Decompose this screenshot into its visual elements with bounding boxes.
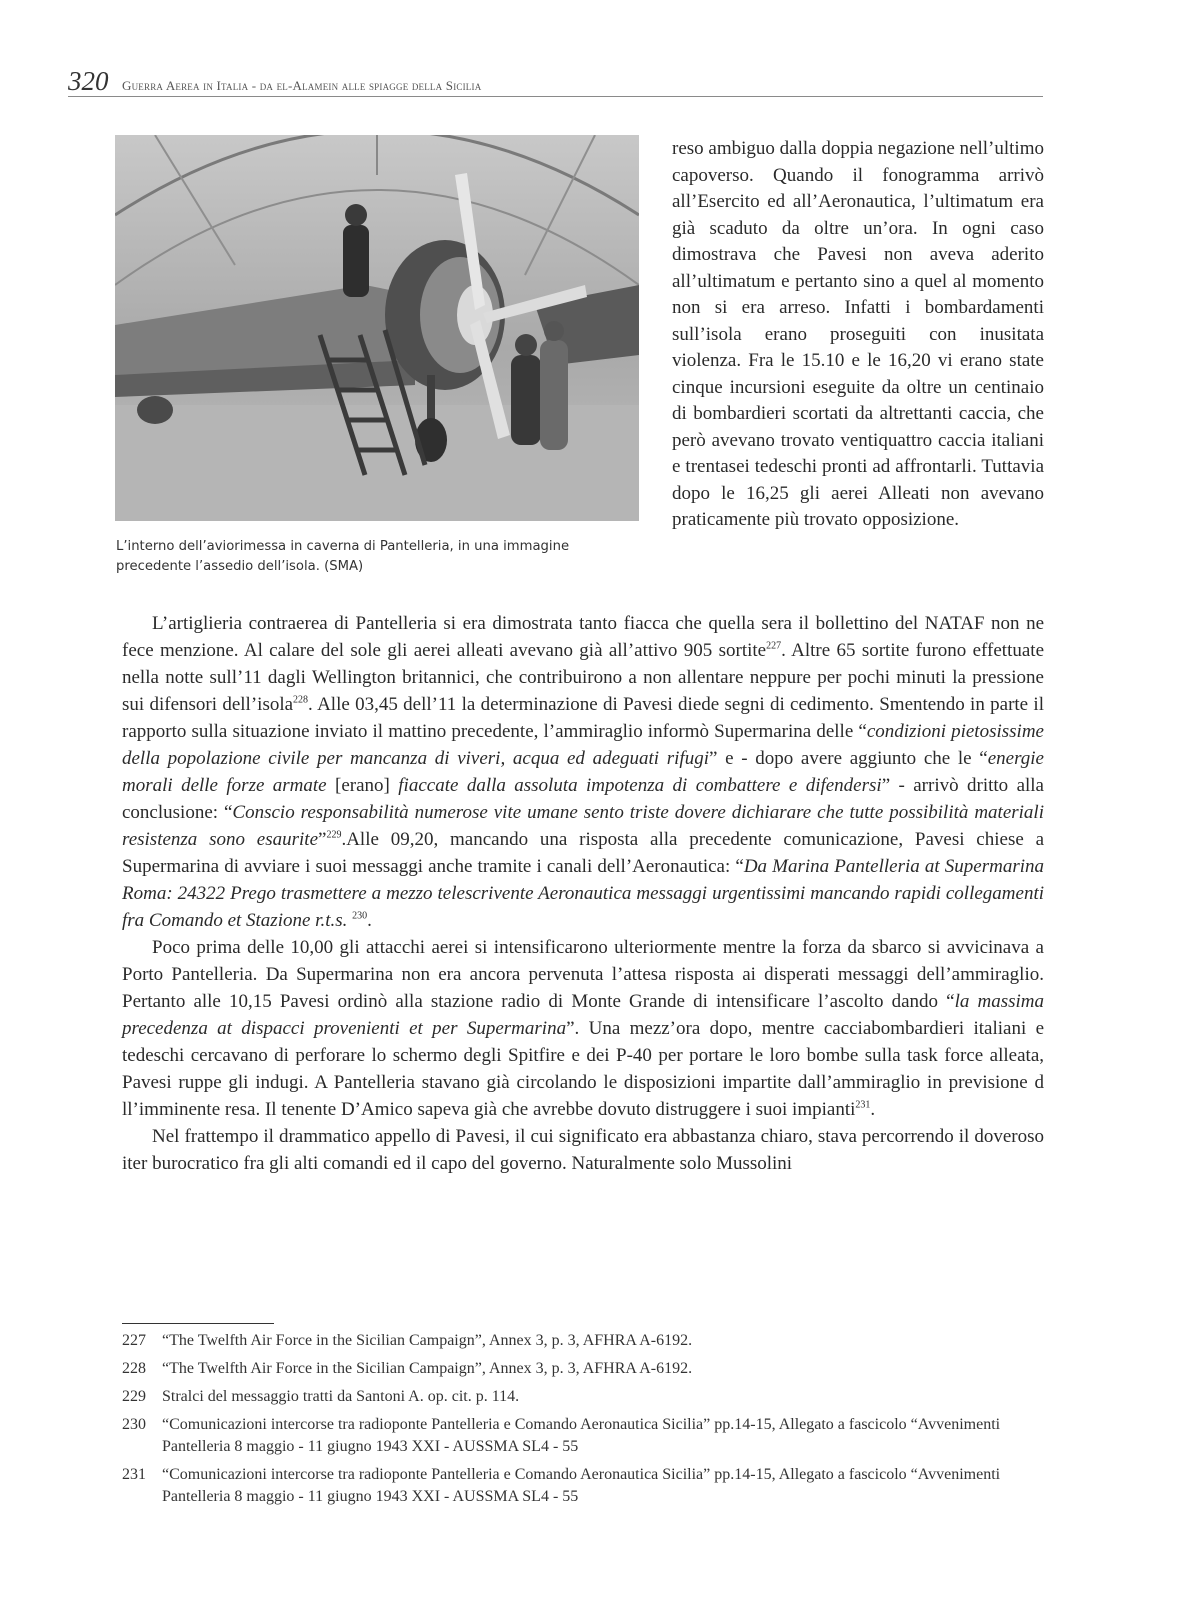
text-run: Poco prima delle 10,00 gli attacchi aerei si intensificarono ulteriormente mentre la forza da sbarco si avvicinava a Porto Pantelleria. Da Supermarina non era ancora pervenuta l’attesa risposta ai disperati messaggi dell’ammiraglio. Pertanto alle 10,15 Pavesi ordinò alla stazione radio di Monte Grande di intensificare l’ascolto dando “	[122, 937, 1044, 1012]
footnote-231	[122, 1464, 1044, 1508]
paragraph-1	[122, 610, 1044, 934]
text-run: [erano]	[326, 775, 399, 796]
text-run: .Alle 09,20, mancando una risposta alla precedente comunicazione, Pavesi chiese a Supermarina di avviare i suoi messaggi anche tramite i canali dell’Aeronautica: “	[122, 829, 1044, 877]
quote-italic: Da Marina Pantelleria at Supermarina Roma: 24322 Prego trasmettere a mezzo telescrivente Aeronautica messaggi urgentissimi mancando rapidi collegamenti fra Comando et Stazione r.t.s.	[122, 856, 1044, 931]
quote-italic: Conscio responsabilità numerose vite umane sento triste dovere dichiarare che tutte possibilità materiali resistenza sono esaurite	[122, 802, 1044, 850]
page-header	[68, 66, 1043, 97]
footnote-228	[122, 1358, 1044, 1380]
footnote-ref-231[interactable]: 231	[855, 1099, 871, 1111]
text-run: ”	[318, 829, 327, 850]
text-run: .	[367, 910, 372, 931]
quote-italic: energie morali delle forze armate	[122, 748, 1044, 796]
footnote-ref-228[interactable]: 228	[293, 694, 309, 706]
footnote-ref-230[interactable]: 230	[352, 910, 368, 922]
text-run: . Altre 65 sortite furono effettuate nella notte sull’11 dagli Wellington britannici, che contribuirono a non allentare neppure per pochi minuti la pressione sui difensori dell’isola	[122, 640, 1045, 715]
footnote-230	[122, 1414, 1044, 1458]
footnote-text: “Comunicazioni intercorse tra radioponte Pantelleria e Comando Aeronautica Sicilia” pp.14-15, Allegato a fascicolo “Avvenimenti Pantelleria 8 maggio - 11 giugno 1943 XXI - AUSSMA SL4 - 55	[162, 1466, 1001, 1505]
footnotes	[122, 1330, 1044, 1514]
hangar-photo-illustration	[115, 135, 639, 521]
text-run: L’artiglieria contraerea di Pantelleria si era dimostrata tanto fiacca che quella sera il bollettino del NATAF non ne fece menzione. Al calare del sole gli aerei alleati avevano già all’attivo 905 sortite	[122, 613, 1044, 661]
quote-italic: fiaccate dalla assoluta impotenza di combattere e difendersi	[398, 775, 882, 796]
side-column-text: reso ambiguo dalla doppia negazione nell’ultimo capoverso. Quando il fonogramma arrivò all’Esercito ed all’Aeronautica, l’ultimatum era già scaduto da oltre un’ora. In ogni caso dimostrava che Pavesi non aveva aderito all’ultimatum e pertanto sino a quel al momento non si era arreso. Infatti i bombardamenti sull’isola erano proseguiti con inusitata violenza. Fra le 15.10 e le 16,20 vi erano state cinque incursioni eseguite da oltre un centinaio di bombardieri scortati da altrettanti caccia, che però avevano trovato ventiquattro caccia italiani e trentasei tedeschi pronti ad affrontarli. Tuttavia dopo le 16,25 gli aerei Alleati non avevano praticamente più trovato opposizione.	[672, 138, 1044, 530]
body-text	[122, 610, 1044, 1177]
footnote-text: “Comunicazioni intercorse tra radioponte Pantelleria e Comando Aeronautica Sicilia” pp.14-15, Allegato a fascicolo “Avvenimenti Pantelleria 8 maggio - 11 giugno 1943 XXI - AUSSMA SL4 - 55	[162, 1416, 1001, 1455]
figure-caption: L’interno dell’aviorimessa in caverna di Pantelleria, in una immagine precedente l’assedio dell’isola. (SMA)	[116, 539, 570, 574]
footnote-number: 227	[122, 1332, 146, 1349]
running-title: Guerra Aerea in Italia - da el-Alamein alle spiagge della Sicilia	[122, 78, 482, 93]
paragraph-3: Nel frattempo il drammatico appello di Pavesi, il cui significato era abbastanza chiaro, stava percorrendo il doveroso iter burocratico fra gli alti comandi ed il capo del governo. Naturalmente solo Mussolini	[122, 1126, 1044, 1174]
footnote-229	[122, 1386, 1044, 1408]
footnote-text: “The Twelfth Air Force in the Sicilian Campaign”, Annex 3, p. 3, AFHRA A-6192.	[162, 1332, 693, 1349]
footnote-text: “The Twelfth Air Force in the Sicilian Campaign”, Annex 3, p. 3, AFHRA A-6192.	[162, 1360, 693, 1377]
footnote-text: Stralci del messaggio tratti da Santoni A. op. cit. p. 114.	[162, 1388, 520, 1405]
footnote-number: 231	[122, 1466, 146, 1483]
footnote-ref-229[interactable]: 229	[326, 829, 342, 841]
footnote-227	[122, 1330, 1044, 1352]
paragraph-2	[122, 934, 1044, 1123]
page-number: 320	[68, 66, 109, 96]
text-run: .	[870, 1099, 876, 1120]
quote-italic: condizioni pietosissime della popolazione civile per mancanza di viveri, acqua ed adeguati rifugi	[122, 721, 1044, 769]
quote-italic: la massima precedenza at dispacci provenienti et per Supermarina	[122, 991, 1044, 1039]
footnote-number: 229	[122, 1388, 146, 1405]
text-run: ” e - dopo avere aggiunto che le “	[709, 748, 988, 769]
footnote-ref-227[interactable]: 227	[766, 640, 782, 652]
hangar-photo	[115, 135, 639, 521]
text-run: ”. Una mezz’ora dopo, mentre cacciabombardieri italiani e tedeschi cercavano di perforare lo schermo degli Spitfire e dei P-40 per portare le loro bombe sulla task force alleata, Pavesi ruppe gli indugi. A Pantelleria stavano già circolando le disposizioni impartite dall’ammiraglio in previsione d ll’imminente resa. Il tenente D’Amico sapeva già che avrebbe dovuto distruggere i suoi impianti	[122, 1018, 1044, 1120]
text-run: ” - arrivò dritto alla conclusione: “	[122, 775, 1044, 823]
footnote-number: 228	[122, 1360, 146, 1377]
footnote-number: 230	[122, 1416, 146, 1433]
text-run: . Alle 03,45 dell’11 la determinazione di Pavesi diede segni di cedimento. Smentendo in parte il rapporto sulla situazione inviato il mattino precedente, l’ammiraglio informò Supermarina delle “	[122, 694, 1044, 742]
footnote-divider	[122, 1323, 274, 1324]
